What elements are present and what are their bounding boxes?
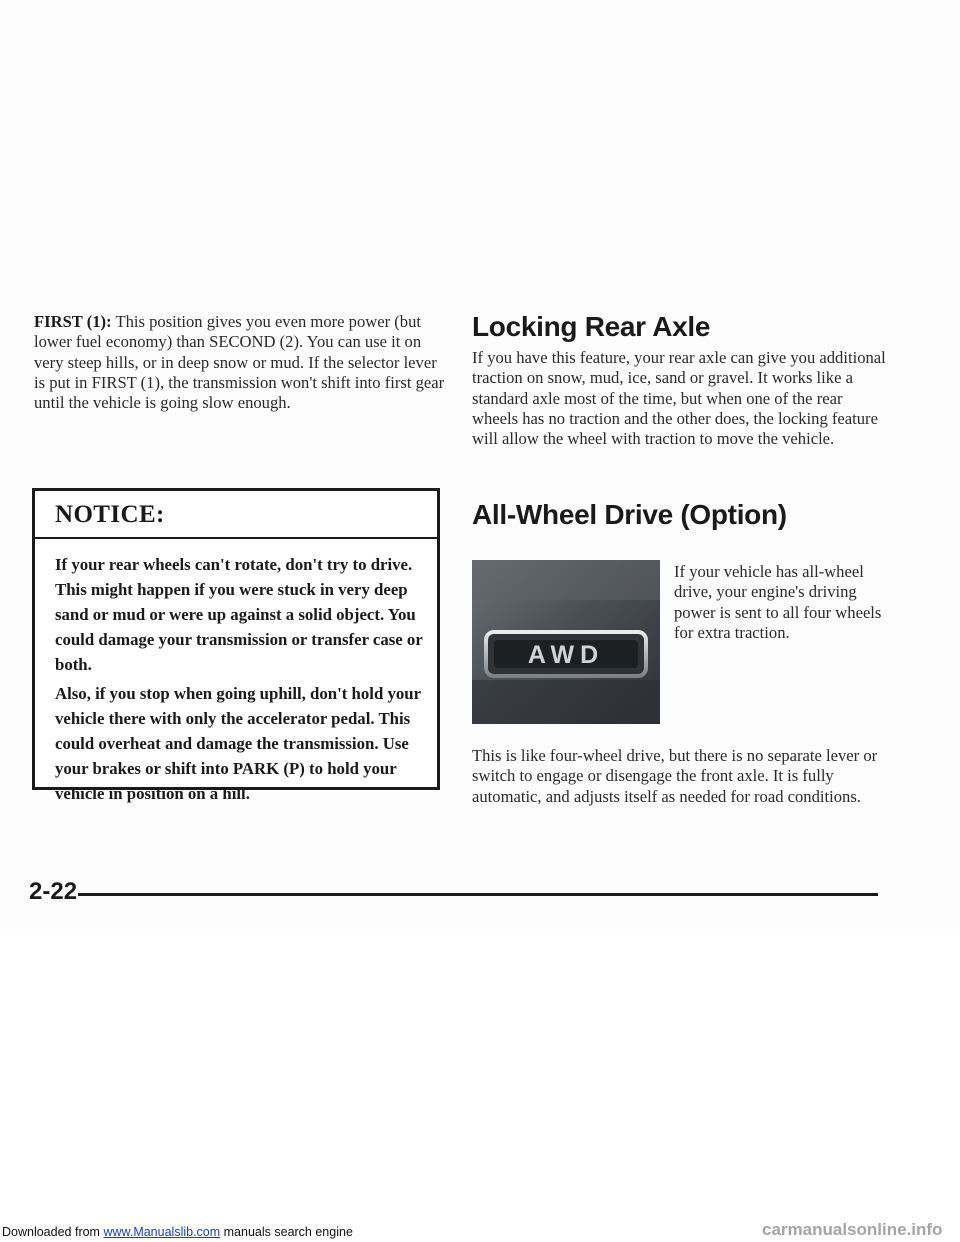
locking-rear-axle-heading: Locking Rear Axle <box>472 311 711 342</box>
awd-heading: All-Wheel Drive (Option) <box>472 499 787 530</box>
awd-badge-image <box>472 560 660 724</box>
download-prefix: Downloaded from <box>2 1225 104 1239</box>
awd-text-block <box>472 746 892 807</box>
notice-body <box>35 539 437 806</box>
notice-box <box>32 488 440 803</box>
notice-paragraph-2: Also, if you stop when going uphill, don't hold your vehicle there with only the accelerator pedal. This could overheat and damage the transmission. Use your brakes or shift into PARK (P) to hold your vehicle in position on a hill. <box>55 684 421 803</box>
right-column <box>472 310 892 449</box>
site-watermark: carmanualsonline.info <box>762 1220 943 1239</box>
first-gear-paragraph <box>34 312 446 413</box>
download-suffix: manuals search engine <box>220 1225 353 1239</box>
first-gear-text: This position gives you even more power (but lower fuel economy) than SECOND (2). You can use it on very steep hills, or in deep snow or mud. If the selector lever is put in FIRST (1), the transmission won't shift into first gear until the vehicle is going slow enough. <box>34 312 445 413</box>
notice-paragraph-1: If your rear wheels can't rotate, don't try to drive. This might happen if you were stuck in very deep sand or mud or were up against a solid object. You could damage your transmission or transfer case or both. <box>55 555 423 674</box>
awd-side-text: If your vehicle has all-wheel drive, your engine's driving power is sent to all four wheels for extra traction. <box>674 562 882 642</box>
left-column <box>34 312 446 413</box>
locking-rear-axle-text: If you have this feature, your rear axle can give you additional traction on snow, mud, ice, sand or gravel. It works like a standard axle most of the time, but when one of the rear wheels has no traction and the other does, the locking feature will allow the wheel with traction to move the vehicle. <box>472 348 886 449</box>
notice-title: NOTICE: <box>55 501 165 528</box>
page-number: 2-22 <box>29 878 78 905</box>
awd-badge-photo <box>472 560 660 724</box>
download-attribution <box>2 1224 353 1240</box>
manualslib-link[interactable]: www.Manualslib.com <box>103 1225 221 1239</box>
awd-side-text-block <box>674 562 889 643</box>
awd-badge-text: AWD <box>527 641 605 669</box>
footer-rule <box>78 893 878 896</box>
notice-header <box>35 491 437 539</box>
first-gear-lead: FIRST (1): <box>34 312 112 331</box>
awd-text: This is like four-wheel drive, but there is no separate lever or switch to engage or disengage the front axle. It is fully automatic, and adjusts itself as needed for road conditions. <box>472 746 878 806</box>
